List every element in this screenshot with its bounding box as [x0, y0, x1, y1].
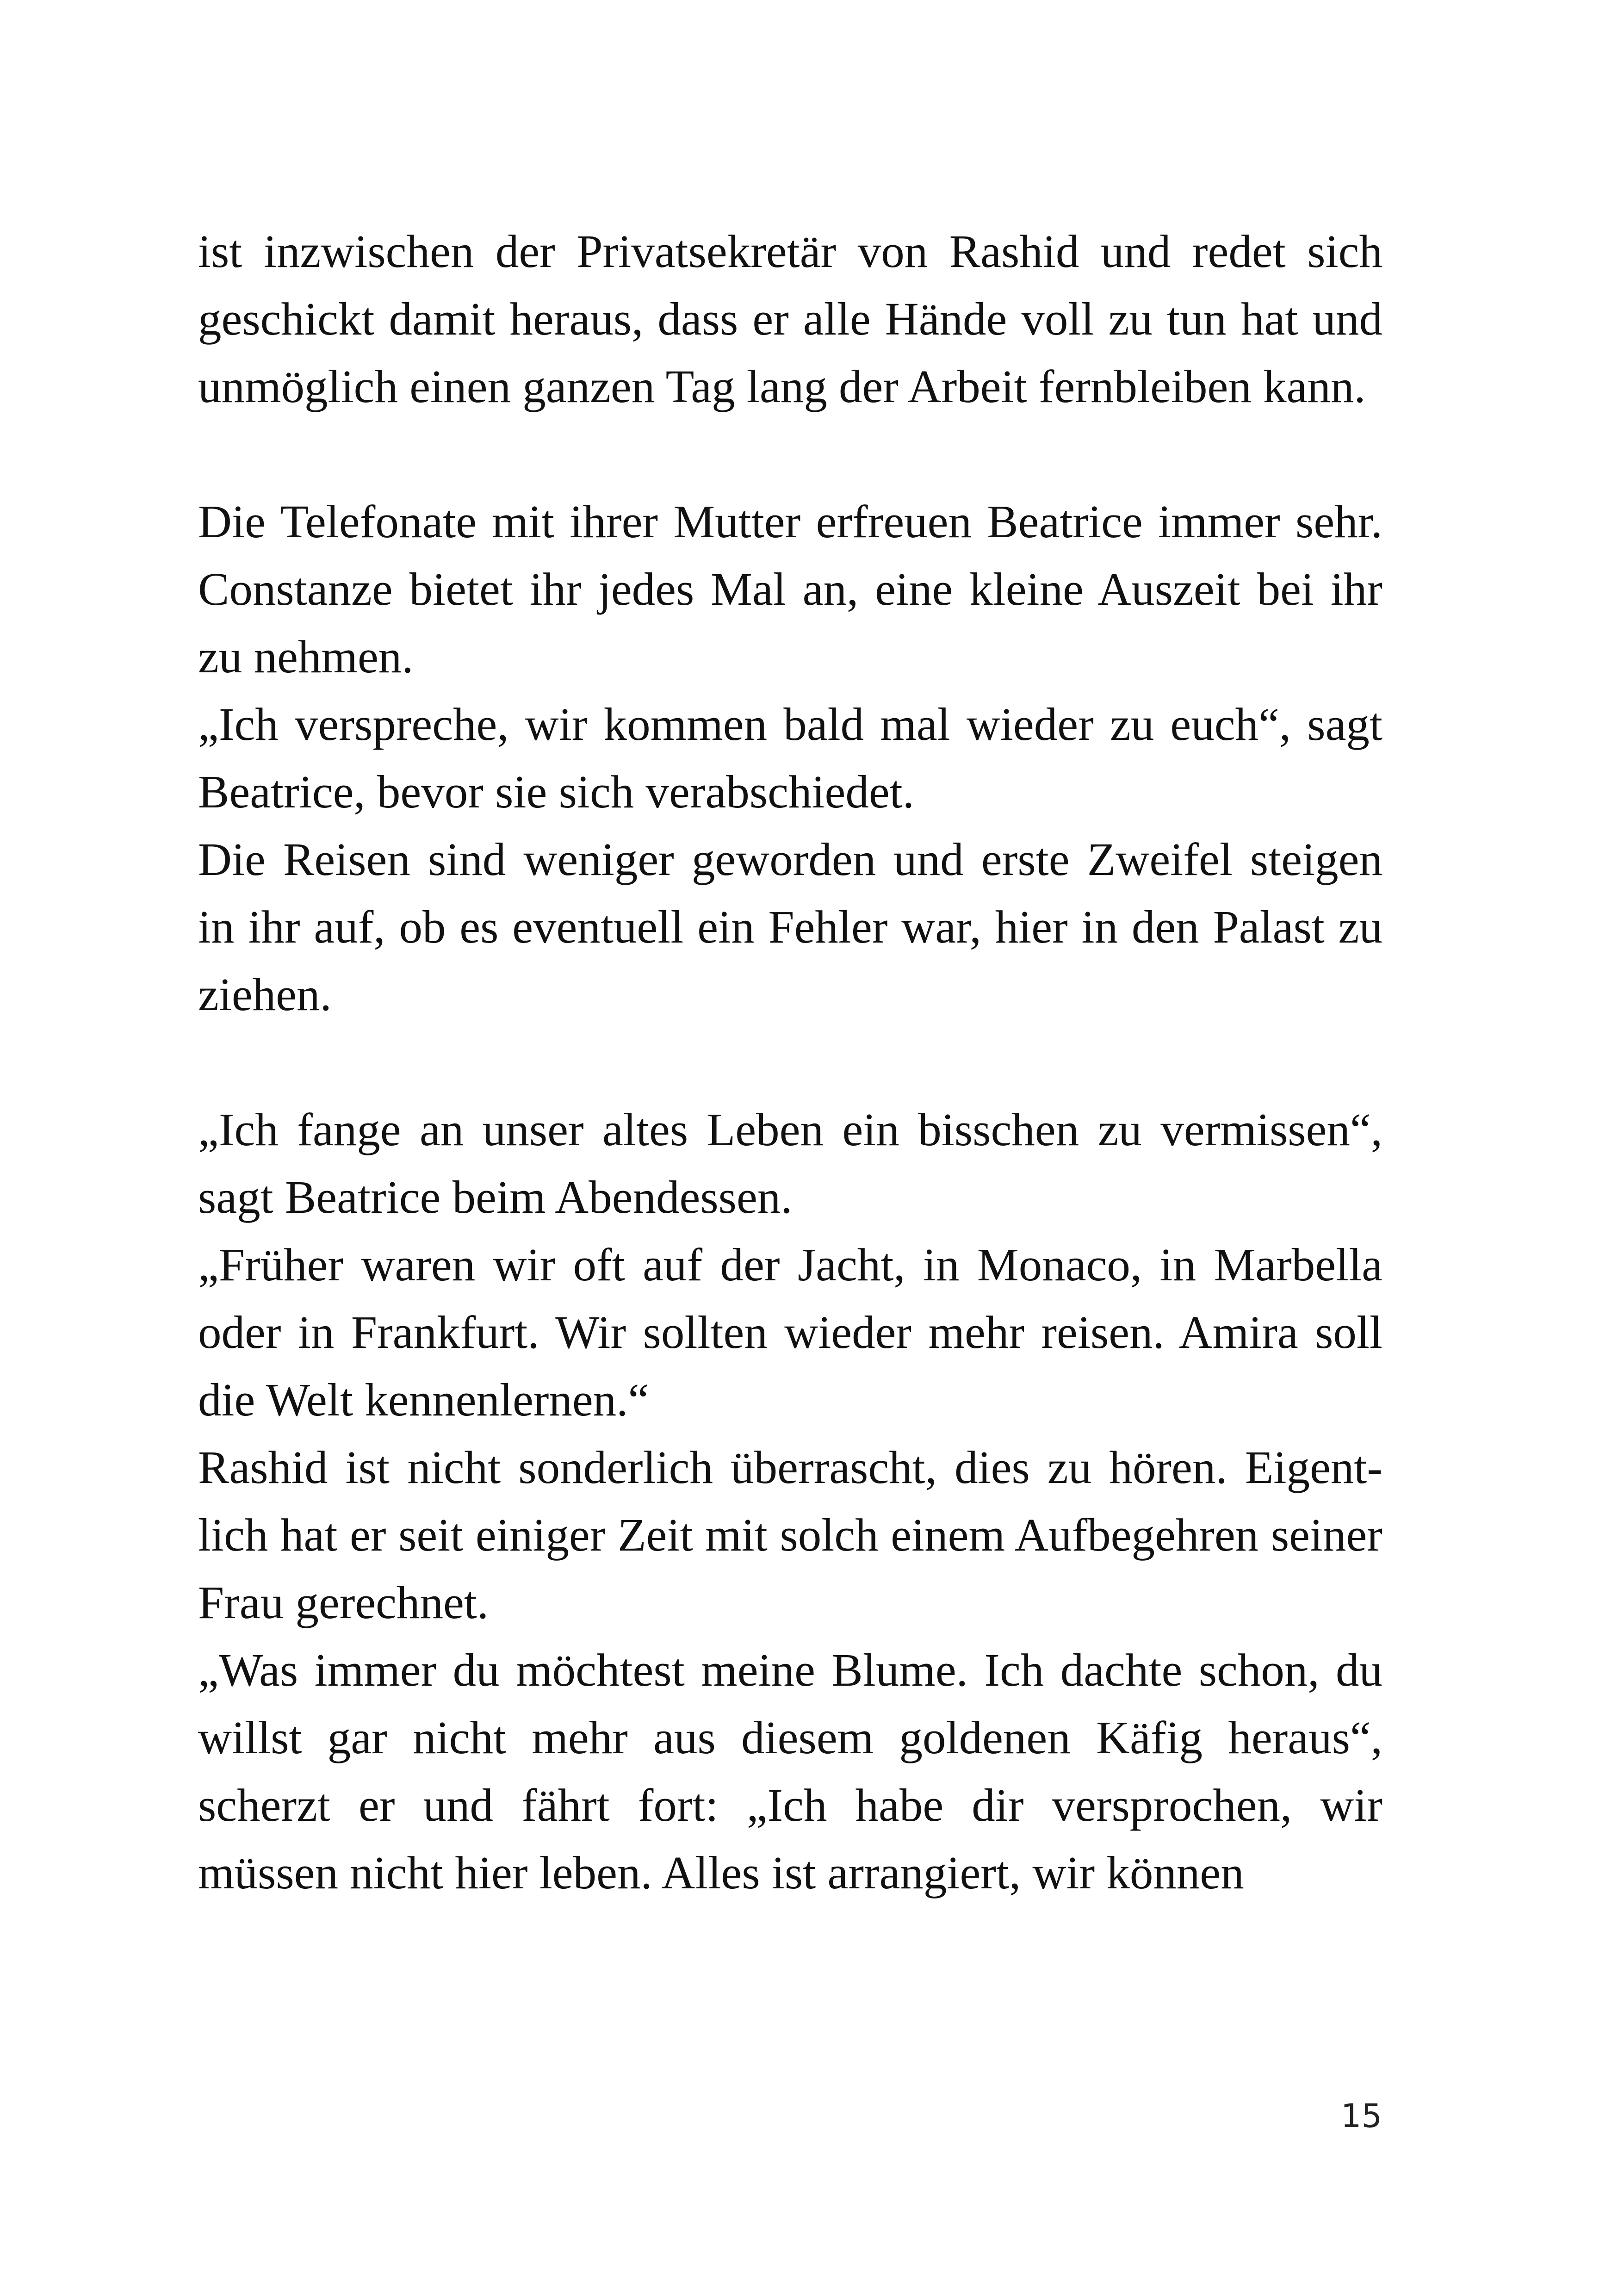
paragraph-8: „Was immer du möchtest meine Blume. Ich dachte schon, du willst gar nicht mehr aus diesem goldenen Käfig heraus“, scherzt er und fährt fort: „Ich habe dir versprochen, wir müssen nicht hier leben. Alles ist arrangiert, wir können	[198, 1644, 1382, 1899]
paragraph-7: Rashid ist nicht sonderlich überrascht, dies zu hören. Eigentlich hat er seit einiger Zeit mit solch einem Aufbegehren seiner Frau gerechnet.	[198, 1441, 1382, 1628]
page-number: 15	[1340, 2097, 1382, 2135]
paragraph-break	[198, 420, 1382, 488]
body-text	[198, 217, 1382, 1906]
paragraph-break	[198, 1028, 1382, 1096]
paragraph-1: ist inzwischen der Privatsekretär von Rashid und redet sich geschickt damit heraus, dass er alle Hände voll zu tun hat und unmöglich einen ganzen Tag lang der Arbeit fernbleiben kann.	[198, 225, 1382, 412]
paragraph-3: „Ich verspreche, wir kommen bald mal wieder zu euch“, sagt Beatrice, bevor sie sich verabschiedet.	[198, 698, 1382, 818]
paragraph-6: „Früher waren wir oft auf der Jacht, in Monaco, in Marbella oder in Frankfurt. Wir sollten wieder mehr reisen. Amira soll die Welt kennenlernen.“	[198, 1239, 1382, 1426]
paragraph-2: Die Telefonate mit ihrer Mutter erfreuen Beatrice immer sehr. Constanze bietet ihr jedes Mal an, eine kleine Auszeit bei ihr zu nehmen.	[198, 496, 1382, 683]
paragraph-4: Die Reisen sind weniger geworden und erste Zweifel steigen in ihr auf, ob es eventuell ein Fehler war, hier in den Palast zu ziehen.	[198, 833, 1382, 1020]
paragraph-5: „Ich fange an unser altes Leben ein bisschen zu vermissen“, sagt Beatrice beim Abendessen.	[198, 1104, 1382, 1223]
